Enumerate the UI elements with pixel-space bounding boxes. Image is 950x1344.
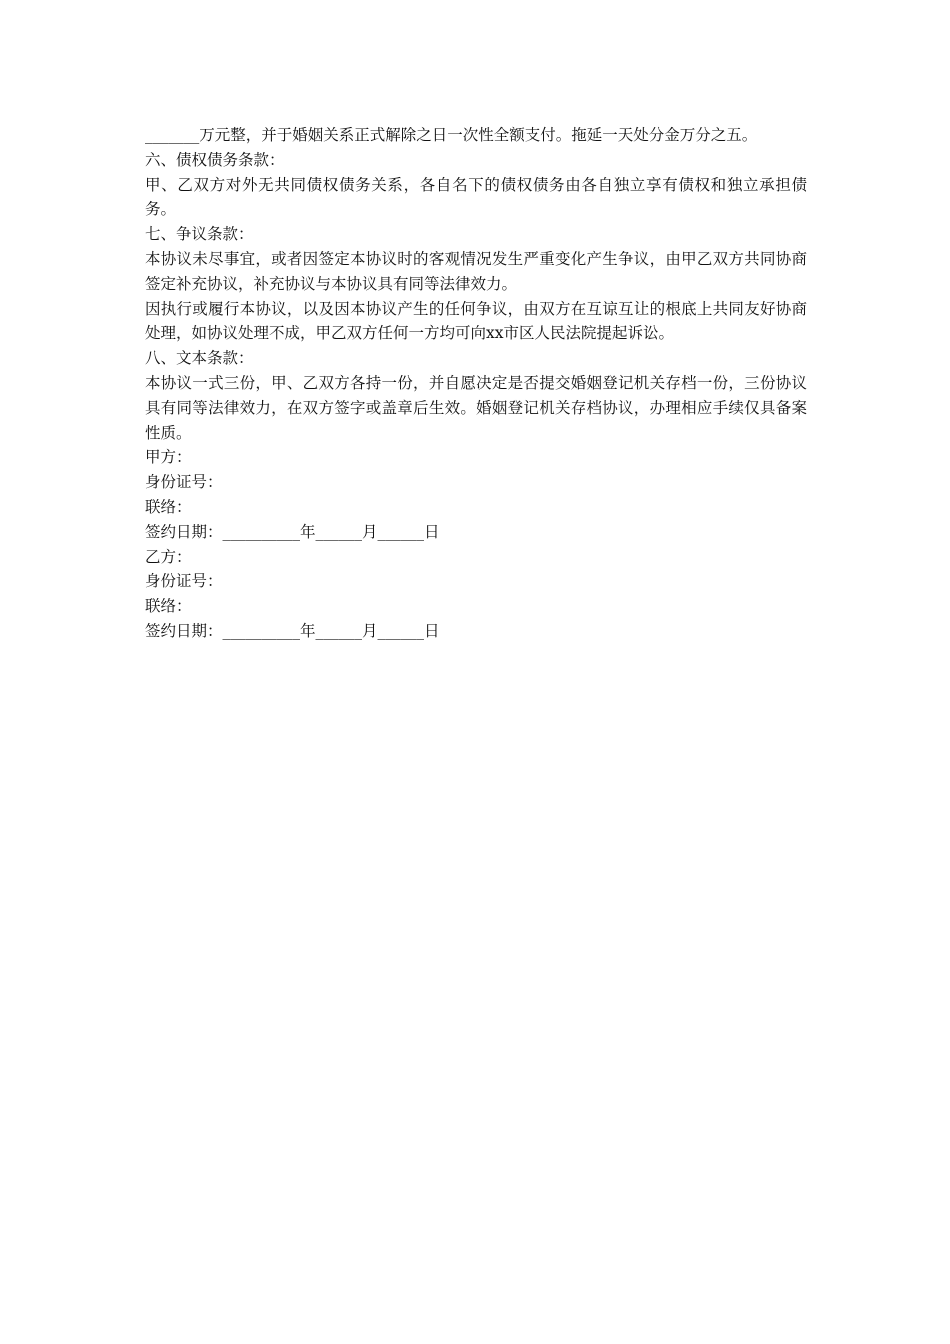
party-b-label: 乙方：: [145, 547, 192, 566]
party-a-signing-date: 签约日期：__________年______月______日: [145, 522, 440, 541]
document-page: [145, 123, 807, 644]
party-a-label: 甲方：: [145, 448, 192, 467]
party-a-contact-label: 联络：: [145, 497, 192, 516]
section-6-paragraph: 甲、乙双方对外无共同债权债务关系，各自名下的债权债务由各自独立享有债权和独立承担债务。: [145, 175, 807, 219]
section-7-paragraph-1: 本协议未尽事宜，或者因签定本协议时的客观情况发生严重变化产生争议，由甲乙双方共同协商签定补充协议，补充协议与本协议具有同等法律效力。: [145, 249, 807, 293]
section-8-heading: 八、文本条款：: [145, 349, 254, 368]
section-7-paragraph-2: 因执行或履行本协议，以及因本协议产生的任何争议，由双方在互谅互让的根底上共同友好协商处理，如协议处理不成，甲乙双方任何一方均可向xx市区人民法院提起诉讼。: [145, 299, 807, 343]
party-b-id-label: 身份证号：: [145, 572, 223, 591]
section-8-paragraph: 本协议一式三份，甲、乙双方各持一份，并自愿决定是否提交婚姻登记机关存档一份，三份协议具有同等法律效力，在双方签字或盖章后生效。婚姻登记机关存档协议，办理相应手续仅具备案性质。: [145, 373, 807, 442]
party-a-id-label: 身份证号：: [145, 473, 223, 492]
section-6-heading: 六、债权债务条款：: [145, 150, 285, 169]
section-7-heading: 七、争议条款：: [145, 225, 254, 244]
party-b-contact-label: 联络：: [145, 597, 192, 616]
payment-clause-line: _______万元整，并于婚姻关系正式解除之日一次性全额支付。拖延一天处分金万分之五。: [145, 126, 758, 144]
party-b-signing-date: 签约日期：__________年______月______日: [145, 621, 440, 640]
